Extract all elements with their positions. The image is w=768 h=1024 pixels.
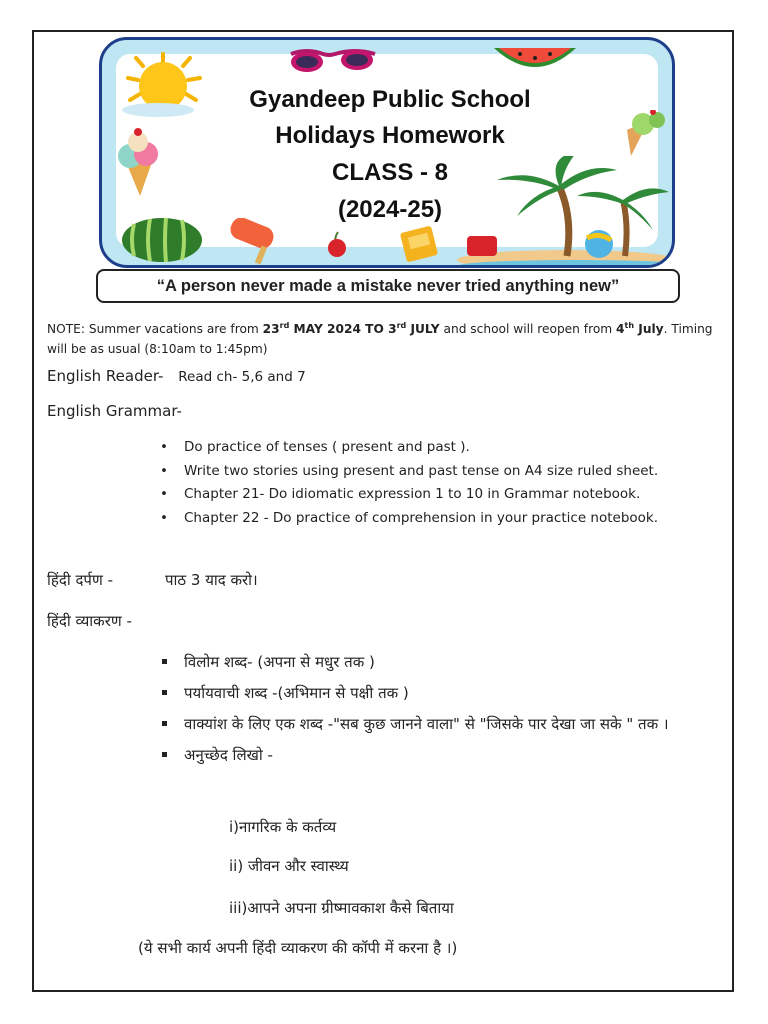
note-start-sup: rd [279, 321, 290, 330]
hindi-footer-note: (ये सभी कार्य अपनी हिंदी व्याकरण की कॉपी में करना है ।) [138, 939, 458, 957]
list-item [160, 436, 658, 460]
hindi-vyakaran-list [160, 647, 730, 771]
note-start-rest: MAY 2024 TO 3 [289, 322, 397, 337]
english-reader [47, 367, 306, 385]
bullet-icon: • [160, 439, 168, 455]
list-item-text: विलोम शब्द- (अपना से मधुर तक ) [184, 653, 375, 671]
quote-box: “A person never made a mistake never tried anything new” [96, 269, 680, 303]
list-item [160, 740, 730, 771]
list-item-text: Do practice of tenses ( present and past ). [184, 439, 470, 455]
sunglasses-icon [285, 46, 381, 76]
homework-title: Holidays Homework [275, 122, 505, 149]
note-reopen-rest: July [634, 322, 664, 337]
note-suffix: . Timing will be as usual (8:10am to 1:45pm) [47, 322, 713, 357]
class-label: CLASS - 8 [331, 159, 448, 186]
essay-item: i)नागरिक के कर्तव्य [229, 818, 337, 836]
note-end-sup: rd [396, 321, 407, 330]
drink-icon [397, 223, 445, 263]
header-banner [99, 37, 675, 268]
vacation-note [47, 316, 727, 359]
list-item-text: अनुच्छेद लिखो - [184, 746, 273, 764]
list-item [160, 483, 658, 507]
english-reader-label: English Reader- [47, 367, 164, 385]
list-item [160, 507, 658, 531]
list-item-text: Chapter 21- Do idiomatic expression 1 to 10 in Grammar notebook. [184, 486, 641, 502]
hindi-darpan-label: हिंदी दर्पण - [47, 571, 113, 589]
hindi-darpan-task: पाठ 3 याद करो। [165, 571, 258, 589]
note-prefix: NOTE: Summer vacations are from [47, 322, 263, 337]
list-item [160, 460, 658, 484]
bullet-icon: • [160, 462, 168, 479]
session-label: (2024-25) [337, 196, 443, 223]
popsicle-icon [222, 218, 282, 266]
square-bullet-icon [162, 690, 167, 695]
english-grammar-label: English Grammar- [47, 402, 182, 420]
note-reopen-sup: th [624, 321, 635, 330]
list-item [160, 709, 730, 740]
hindi-vyakaran-label: हिंदी व्याकरण - [47, 612, 132, 630]
list-item [160, 647, 730, 678]
square-bullet-icon [162, 659, 167, 664]
note-end-rest: JULY [406, 322, 440, 337]
list-item-text: Write two stories using present and past tense on A4 size ruled sheet. [184, 462, 659, 479]
list-item-text: वाक्यांश के लिए एक शब्द -"सब कुछ जानने वाला" से "जिसके पार देखा जा सके " तक । [184, 715, 669, 733]
school-name: Gyandeep Public School [249, 86, 531, 113]
essay-item: ii) जीवन और स्वास्थ्य [229, 857, 349, 875]
list-item-text: पर्यायवाची शब्द -(अभिमान से पक्षी तक ) [184, 684, 409, 702]
list-item-text: Chapter 22 - Do practice of comprehension in your practice notebook. [184, 509, 659, 526]
note-reopen-day: 4 [616, 322, 625, 337]
bullet-icon: • [160, 509, 168, 526]
note-mid: and school will reopen from [439, 322, 617, 337]
note-start-day: 23 [262, 322, 280, 337]
english-grammar-list [160, 436, 658, 530]
square-bullet-icon [162, 721, 167, 726]
square-bullet-icon [162, 752, 167, 757]
cherry-icon [320, 228, 356, 258]
english-reader-task: Read ch- 5,6 and 7 [178, 369, 306, 385]
essay-item: iii)आपने अपना ग्रीष्मावकाश कैसे बिताया [229, 899, 454, 917]
watermelon-slice-icon [490, 42, 580, 76]
bullet-icon: • [160, 486, 168, 502]
list-item [160, 678, 730, 709]
